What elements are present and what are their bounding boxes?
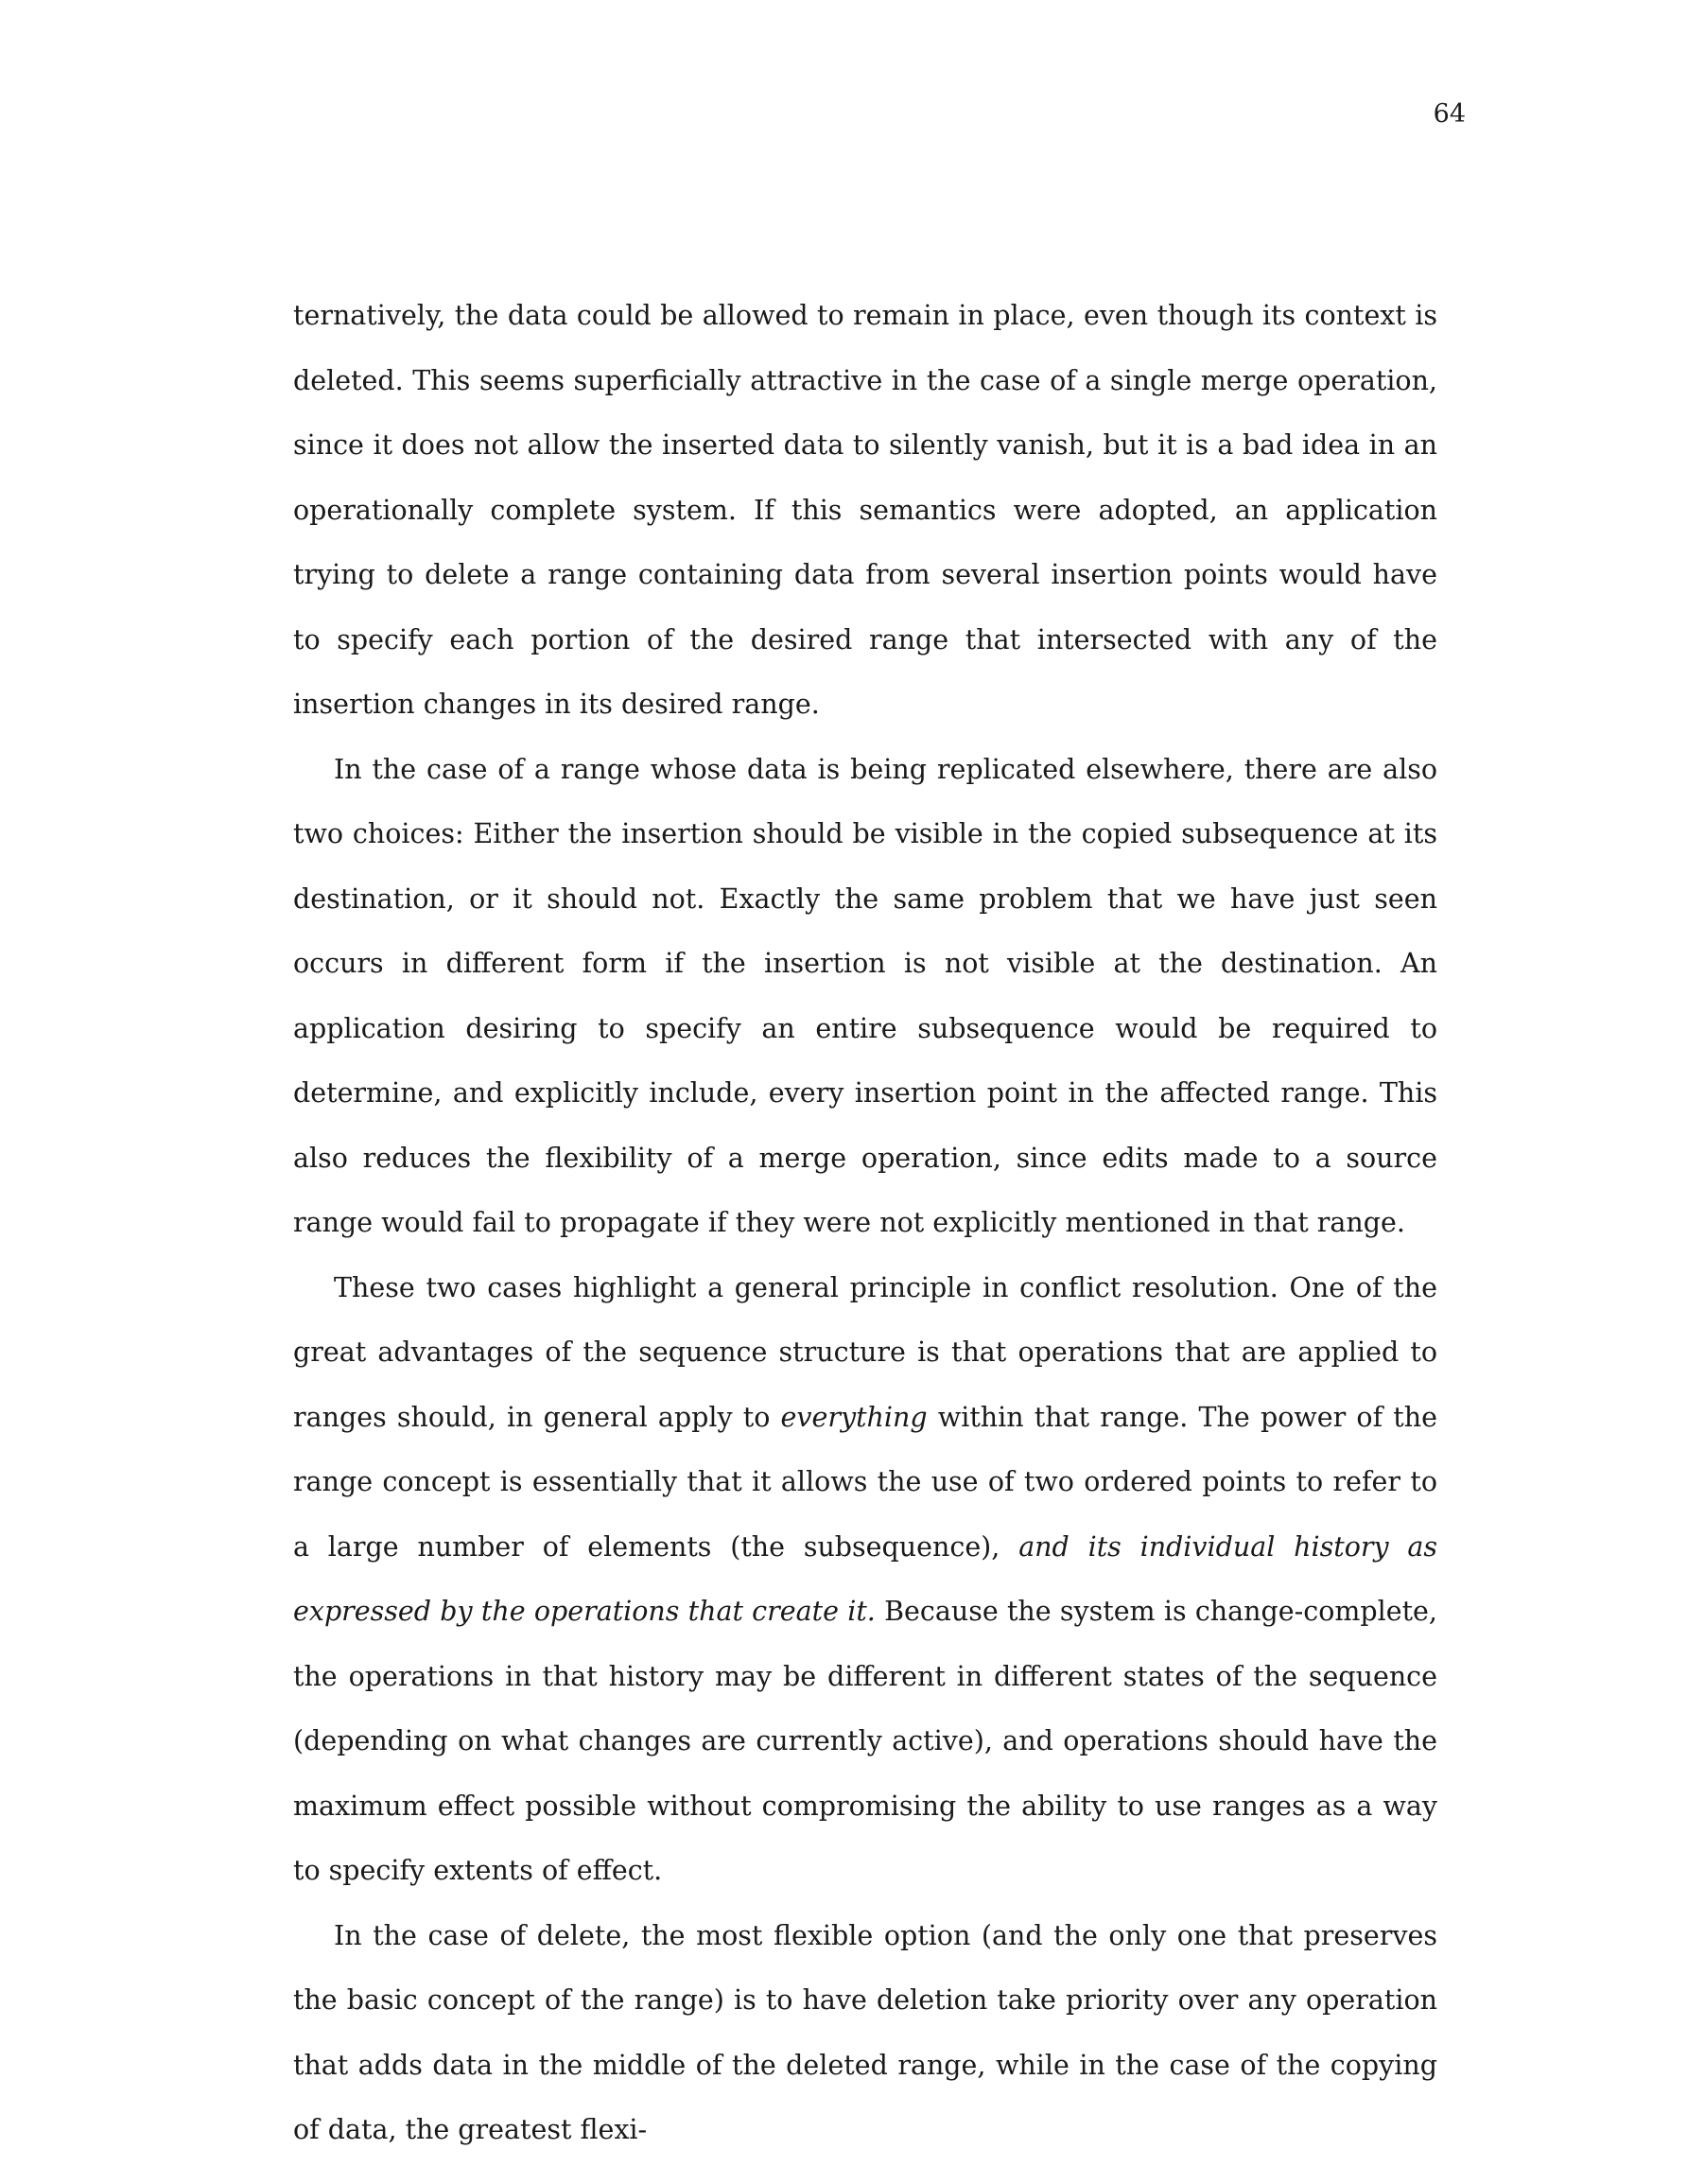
- paragraph-3-text-3: Because the system is change-complete, the operations in that history may be different in different states of the sequence (depending on what changes are currently active), and operations should have the maximum effect possible without compromising the ability to use ranges as a way to specify extents of effect.: [293, 1596, 1437, 1886]
- paragraph-1: ternatively, the data could be allowed to remain in place, even though its context is deleted. This seems superficially attractive in the case of a single merge operation, since it does not allow the inserted data to silently vanish, but it is a bad idea in an operationally complete system. If this semantics were adopted, an application trying to delete a range containing data from several insertion points would have to specify each portion of the desired range that intersected with any of the insertion changes in its desired range.: [293, 300, 1437, 720]
- paragraph-2: In the case of a range whose data is being replicated elsewhere, there are also two choices: Either the insertion should be visible in the copied subsequence at its destination, or it should not. Exactly the same problem that we have just seen occurs in different form if the insertion is not visible at the destination. An application desiring to specify an entire subsequence would be required to determine, and explicitly include, every insertion point in the affected range. This also reduces the flexibility of a merge operation, since edits made to a source range would fail to propagate if they were not explicitly mentioned in that range.: [293, 753, 1437, 1238]
- emphasis-history: and its individual history as expressed by the operations that create it.: [293, 1530, 1438, 1627]
- paragraph-3-text-2: within that range. The power of the range concept is essentially that it allows the use of two ordered points to refer to a large number of elements (the subsequence),: [293, 1401, 1437, 1563]
- paragraph-3: [293, 1256, 1437, 1904]
- paragraph-3-text-1: These two cases highlight a general principle in conflict resolution. One of the great advantages of the sequence structure is that operations that are applied to ranges should, in general apply to: [293, 1271, 1437, 1433]
- paragraph-4: In the case of delete, the most flexible option (and the only one that preserves the basic concept of the range) is to have deletion take priority over any operation that adds data in the middle of the deleted range, while in the case of the copying of data, the greatest flexi-: [293, 1919, 1437, 2145]
- page-number: 64: [1433, 99, 1466, 129]
- body-text: [293, 284, 1437, 2163]
- emphasis-everything: everything: [780, 1401, 928, 1433]
